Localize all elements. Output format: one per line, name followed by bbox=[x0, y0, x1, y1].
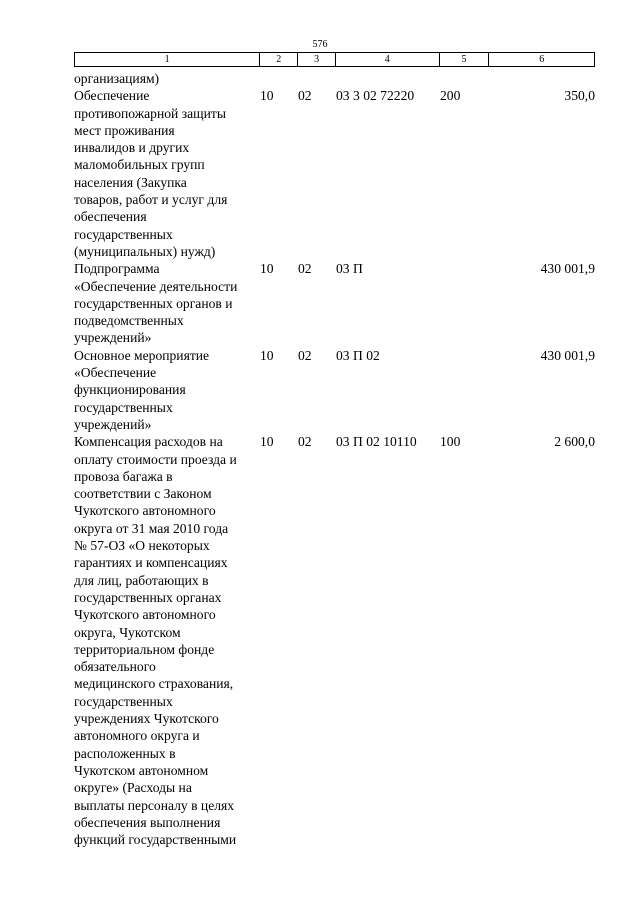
description-line: обеспечения bbox=[74, 209, 147, 225]
row-amount: 430 001,9 bbox=[540, 261, 595, 277]
description-line: государственных органах bbox=[74, 589, 222, 605]
description-line: функционирования bbox=[74, 382, 186, 398]
row-section-code: 10 bbox=[260, 261, 274, 277]
description-line: противопожарной защиты bbox=[74, 105, 226, 121]
row-target-code: 03 3 02 72220 bbox=[336, 88, 415, 104]
description-line: расположенных в bbox=[74, 745, 176, 761]
header-col-4: 4 bbox=[336, 53, 440, 66]
row-description bbox=[74, 87, 260, 260]
header-col-5: 5 bbox=[440, 53, 490, 66]
row-subsection-code: 02 bbox=[298, 434, 312, 450]
description-line: Обеспечение bbox=[74, 88, 150, 104]
row-section-code: 10 bbox=[260, 434, 274, 450]
description-line: мест проживания bbox=[74, 122, 175, 138]
row-expense-type: 200 bbox=[440, 88, 461, 104]
description-line: инвалидов и других bbox=[74, 140, 190, 156]
description-line: подведомственных bbox=[74, 313, 184, 329]
description-line: медицинского страхования, bbox=[74, 676, 234, 692]
description-line: Чукотского автономного bbox=[74, 503, 216, 519]
description-line: обеспечения выполнения bbox=[74, 814, 221, 830]
description-line: провоза багажа в bbox=[74, 468, 173, 484]
description-line: Подпрограмма bbox=[74, 261, 160, 277]
description-line: № 57-ОЗ «О некоторых bbox=[74, 538, 210, 554]
row-subsection-code: 02 bbox=[298, 88, 312, 104]
row-subsection-code: 02 bbox=[298, 347, 312, 363]
description-line: функций государственными bbox=[74, 832, 237, 848]
description-line: учреждений» bbox=[74, 416, 152, 432]
description-line: автономного округа и bbox=[74, 728, 200, 744]
description-line: «Обеспечение деятельности bbox=[74, 278, 238, 294]
description-line: учреждениях Чукотского bbox=[74, 711, 219, 727]
description-line: государственных bbox=[74, 693, 173, 709]
header-col-2: 2 bbox=[260, 53, 298, 66]
table-row bbox=[74, 433, 595, 848]
description-line: (муниципальных) нужд) bbox=[74, 243, 216, 259]
description-line: учреждений» bbox=[74, 330, 152, 346]
description-line: Компенсация расходов на bbox=[74, 434, 223, 450]
description-line: гарантиях и компенсациях bbox=[74, 555, 228, 571]
row-amount: 430 001,9 bbox=[540, 347, 595, 363]
table-row bbox=[74, 70, 595, 87]
row-amount: 2 600,0 bbox=[554, 434, 595, 450]
description-line: Основное мероприятие bbox=[74, 347, 210, 363]
description-line: территориальном фонде bbox=[74, 641, 215, 657]
row-section-code: 10 bbox=[260, 347, 274, 363]
table-row bbox=[74, 87, 595, 260]
description-line: округа от 31 мая 2010 года bbox=[74, 520, 229, 536]
description-line: товаров, работ и услуг для bbox=[74, 192, 228, 208]
header-col-3: 3 bbox=[298, 53, 336, 66]
description-line: соответствии с Законом bbox=[74, 486, 212, 502]
row-description bbox=[74, 347, 260, 433]
header-col-6: 6 bbox=[539, 54, 545, 65]
row-target-code: 03 П 02 10110 bbox=[336, 434, 417, 450]
row-description bbox=[74, 260, 260, 346]
description-line: округе» (Расходы на bbox=[74, 780, 192, 796]
description-line: Чукотского автономного bbox=[74, 607, 216, 623]
description-line: оплату стоимости проезда и bbox=[74, 451, 237, 467]
row-section-code: 10 bbox=[260, 88, 274, 104]
description-line: для лиц, работающих в bbox=[74, 572, 209, 588]
table-row bbox=[74, 260, 595, 347]
description-line: государственных органов и bbox=[74, 295, 233, 311]
description-line: маломобильных групп bbox=[74, 157, 205, 173]
page-number: 576 bbox=[312, 39, 328, 50]
description-line: обязательного bbox=[74, 659, 156, 675]
description-line: «Обеспечение bbox=[74, 365, 157, 381]
description-line: округа, Чукотском bbox=[74, 624, 181, 640]
header-col-1: 1 bbox=[75, 53, 260, 66]
row-amount: 350,0 bbox=[564, 88, 595, 104]
row-expense-type: 100 bbox=[440, 434, 461, 450]
description-line: населения (Закупка bbox=[74, 174, 187, 190]
row-target-code: 03 П 02 bbox=[336, 347, 380, 363]
description-line: организациям) bbox=[74, 71, 160, 86]
row-description bbox=[74, 433, 260, 848]
description-line: государственных bbox=[74, 226, 173, 242]
table-row bbox=[74, 347, 595, 434]
description-line: Чукотском автономном bbox=[74, 762, 209, 778]
description-line: выплаты персоналу в целях bbox=[74, 797, 235, 813]
row-subsection-code: 02 bbox=[298, 261, 312, 277]
row-target-code: 03 П bbox=[336, 261, 363, 277]
row-description bbox=[74, 70, 260, 87]
table-header-row bbox=[74, 52, 595, 67]
description-line: государственных bbox=[74, 399, 173, 415]
